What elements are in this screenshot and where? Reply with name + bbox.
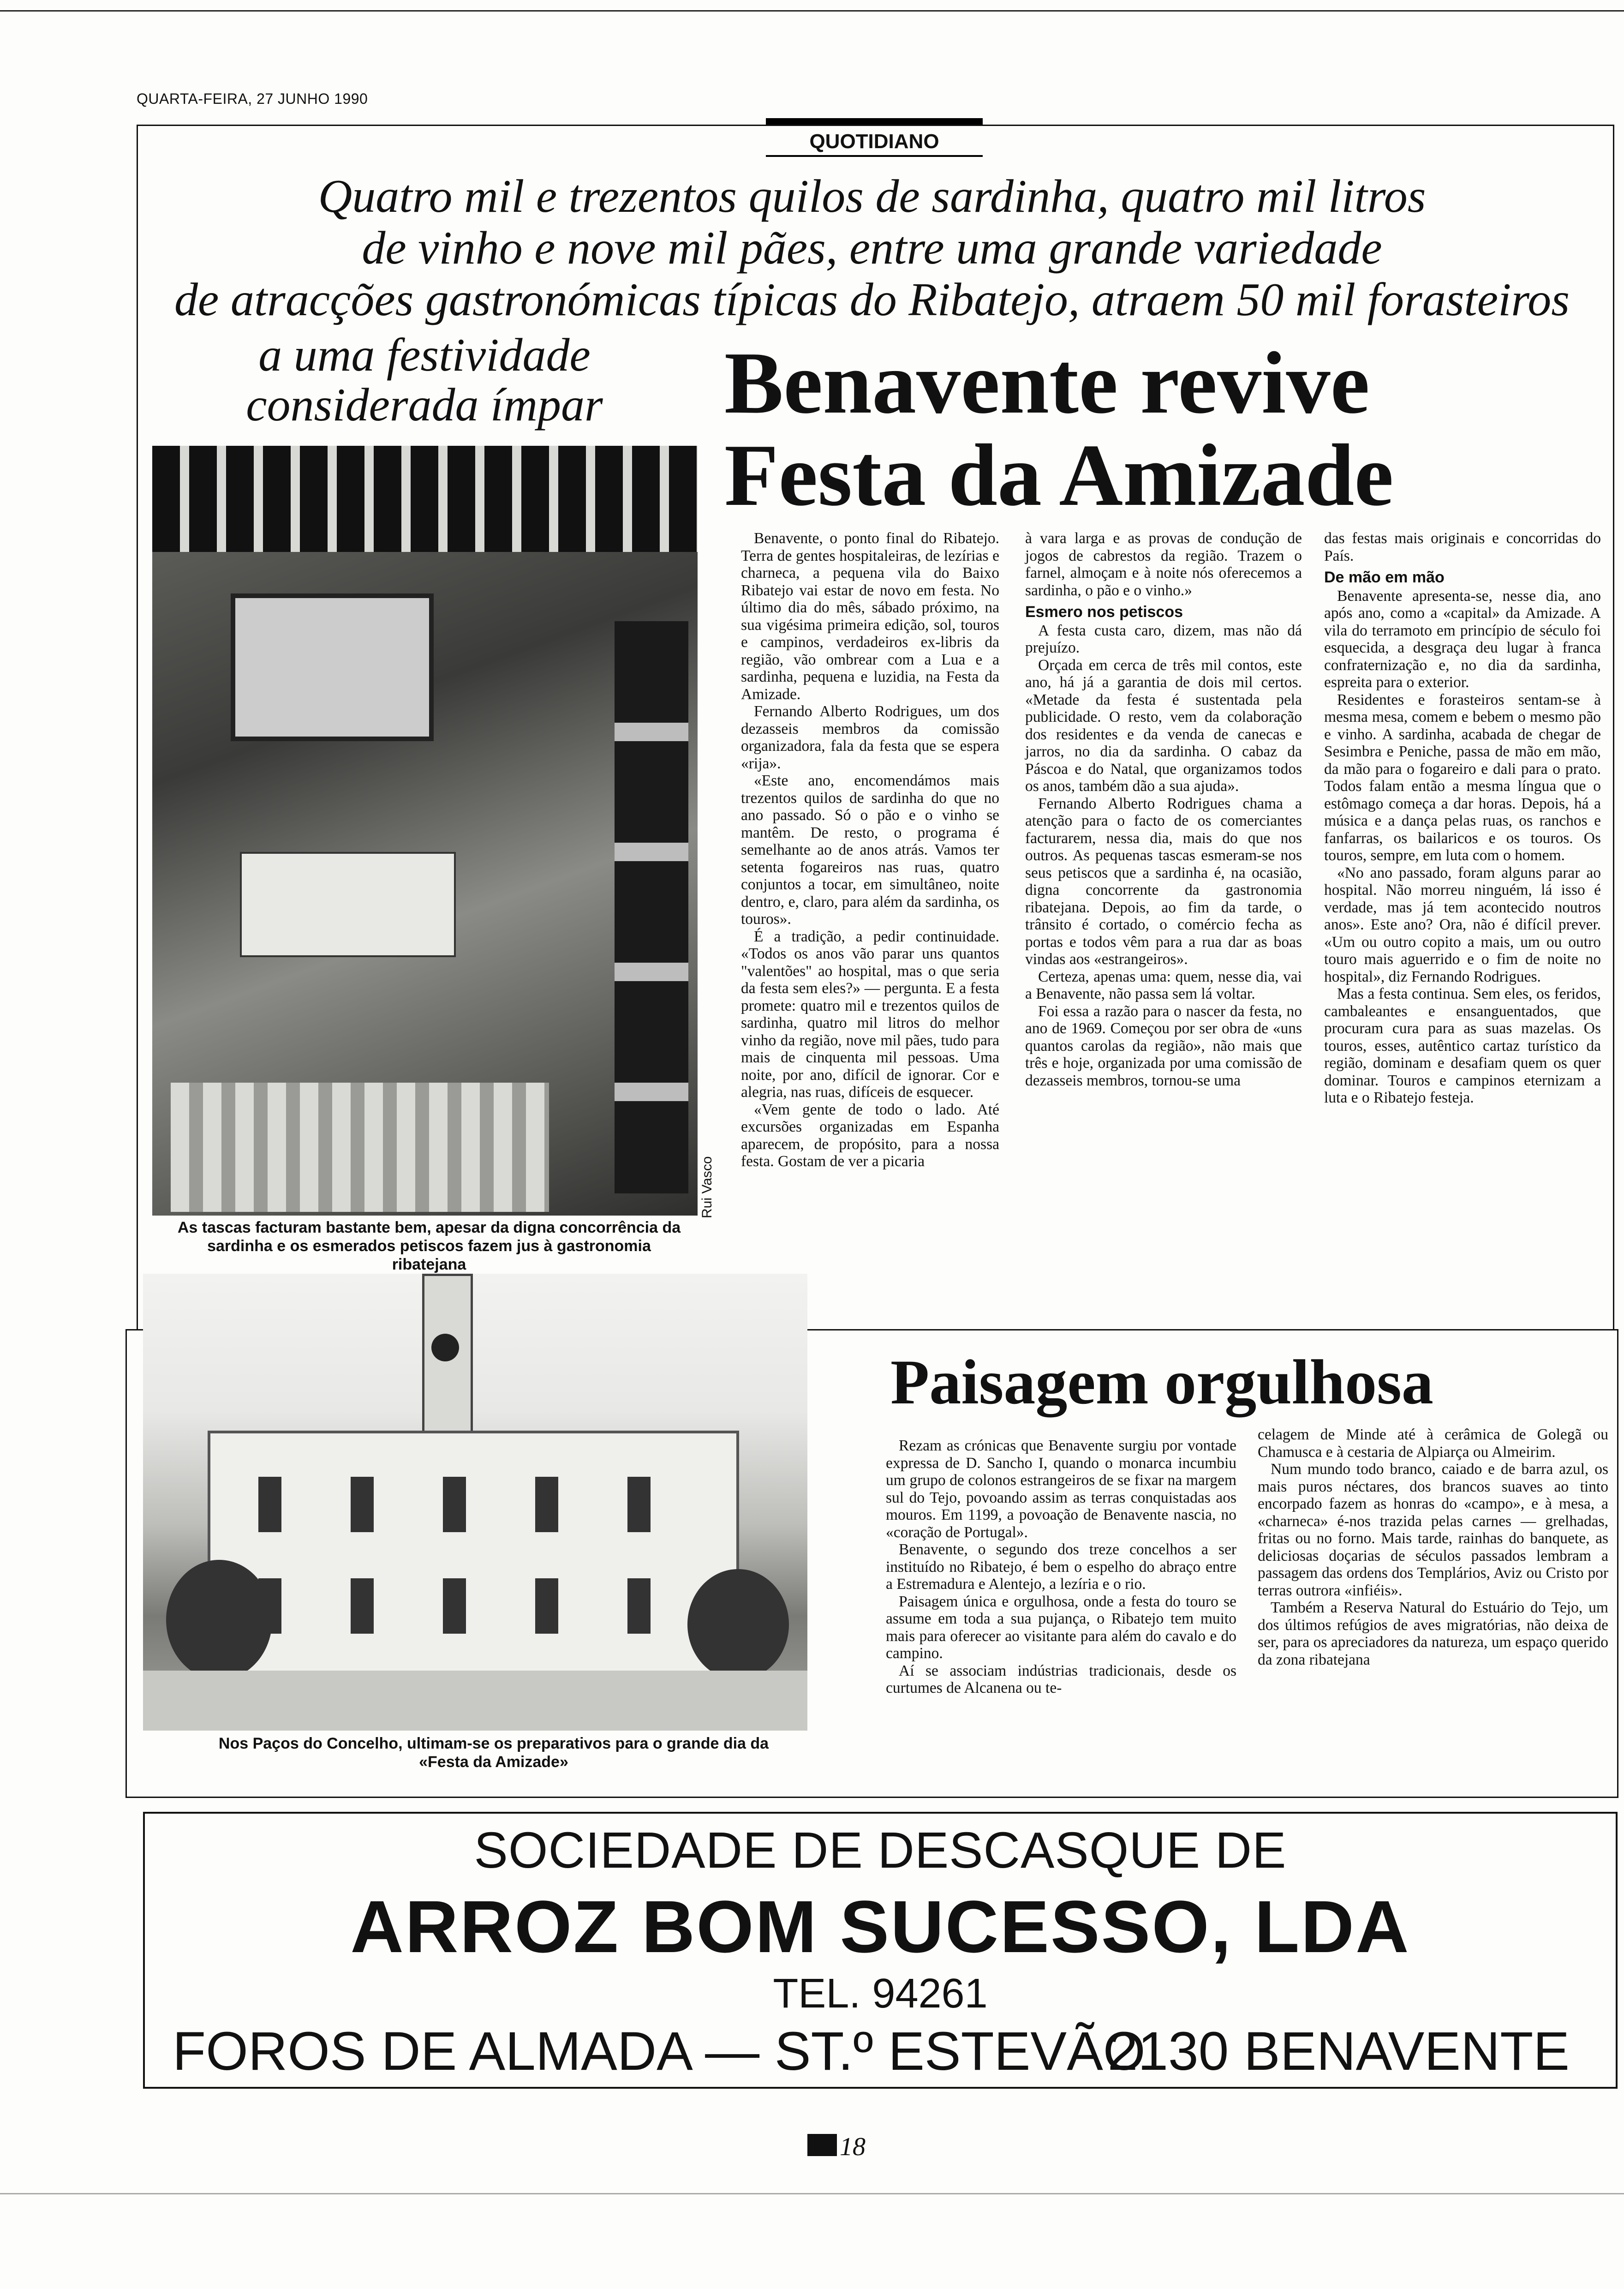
photo-tree — [687, 1569, 789, 1680]
paragraph: Fernando Alberto Rodrigues, um dos dezasseis membros da comissão organizadora, fala da festa que se espera «rija». — [741, 703, 999, 772]
paragraph: celagem de Minde até à cerâmica de Golegã ou Chamusca e à cestaria de Alpiarça ou Almeirim. — [1258, 1426, 1608, 1461]
advertisement — [143, 1812, 1618, 2089]
photo-window-row — [221, 1578, 720, 1634]
deck-line: a uma festividade — [258, 329, 591, 381]
paragraph: Orçada em cerca de três mil contos, este ano, há já a garantia de dois mil certos. «Metade da festa é sustentada pela publicidade. O resto, vem da colaboração dos residentes e da venda de canecas e jarros, no dia da sardinha. O cabaz da Páscoa e do Natal, que organizamos todos os anos, também dão a sua ajuda». — [1025, 656, 1302, 795]
headline — [724, 334, 1601, 524]
headline-line: Benavente revive — [724, 334, 1370, 432]
paragraph: Aí se associam indústrias tradicionais, desde os curtumes de Alcanena ou te- — [886, 1662, 1236, 1696]
photo-clock — [431, 1334, 459, 1361]
paragraph: Paisagem única e orgulhosa, onde a festa do touro se assume em toda a sua pujança, o Ribatejo tem muito mais para oferecer ao visitante para além do cavalo e do campino. — [886, 1593, 1236, 1662]
subheading: De mão em mão — [1324, 569, 1445, 586]
headline-line: Festa da Amizade — [724, 426, 1394, 524]
paragraph: Foi essa a razão para o nascer da festa, no ano de 1969. Começou por ser obra de «uns quantos carolas da região», não mais que três e hoje, organizada por uma comissão de dezasseis membros, tornou-se uma — [1025, 1002, 1302, 1089]
paragraph: Benavente, o segundo dos treze concelhos a ser instituído no Ribatejo, é bem o espelho do abraço entre a Estremadura e Alentejo, a lezíria e o rio. — [886, 1541, 1236, 1593]
subheading: Esmero nos petiscos — [1025, 603, 1183, 621]
deck — [138, 171, 1606, 326]
paragraph: Rezam as crónicas que Benavente surgiu por vontade expressa de D. Sancho I, quando o monarca incumbiu um grupo de colonos estrangeiros de se fixar na margem sul do Tejo, povoando assim as terras conquistadas aos mouros. Em 1199, a povoação de Benavente nascia, no «coração de Portugal». — [886, 1437, 1236, 1541]
paragraph: «No ano passado, foram alguns parar ao hospital. Não morreu ninguém, lá isso é verdade, mas já tem acontecido noutros anos». Este ano? Ora, não é difícil prever. «Um ou outro copito a mais, um ou outro touro mais aguerrido e o fim de noite no hospital», diz Fernando Rodrigues. — [1324, 864, 1601, 985]
paragraph: à vara larga e as provas de condução de jogos de cabrestos da região. Trazem o farnel, almoçam e à noite nós oferecemos a sardinha, o pão e o vinho.» — [1025, 530, 1302, 599]
paragraph: Benavente apresenta-se, nesse dia, ano após ano, como a «capital» da Amizade. A vila do terramoto em princípio de século foi esquecida, a desgraça deu lugar à franca confraternização e, no dia da sardinha, espreita para o exterior. — [1324, 587, 1601, 691]
ad-address: FOROS DE ALMADA — ST.º ESTEVÃO — [173, 2021, 1146, 2082]
article-column-2 — [1025, 530, 1302, 1089]
deck-tail — [194, 330, 655, 430]
paragraph: É a tradição, a pedir continuidade. «Todos os anos vão parar uns quantos "valentões" ao hospital, mas o que seria da festa sem eles?» — pergunta. E a festa promete: quatro mil e trezentos quilos de sardinha, quatro mil litros do melhor vinho da região, nove mil pães, tudo para mais de cinquenta mil pessoas. Uma noite, por ano, difícil de ignorar. Cor e alegria, nas ruas, difíceis de esquecer. — [741, 928, 999, 1101]
photo-tree — [166, 1560, 272, 1680]
ad-company-name: ARROZ BOM SUCESSO, LDA — [350, 1885, 1410, 1968]
paragraph: das festas mais originais e concorridas do País. — [1324, 530, 1601, 564]
paragraph: Residentes e forasteiros sentam-se à mesma mesa, comem e bebem o mesmo pão e vinho. A sardinha, acabada de chegar de Sesimbra e Peniche, passa de mão em mão, da mão para o fogareiro e dali para o prato. Todos falam então a mesma língua que o estômago começa a dar horas. Depois, há a música e a dança pelas ruas, os ranchos e fanfarras, os bailaricos e os touros. Os touros, sempre, em luta com o homem. — [1324, 691, 1601, 864]
publication-logo-icon — [807, 2134, 837, 2156]
article2-column-2 — [1258, 1426, 1608, 1668]
article2-column-1 — [886, 1437, 1236, 1697]
top-rule — [0, 10, 1624, 12]
deck-line: Quatro mil e trezentos quilos de sardinha, quatro mil litros — [318, 170, 1426, 222]
section-label: QUOTIDIANO — [766, 130, 983, 157]
headline: Paisagem orgulhosa — [890, 1347, 1433, 1417]
paragraph: Benavente, o ponto final do Ribatejo. Terra de gentes hospitaleiras, de lezírias e charneca, a pequena vila do Baixo Ribatejo vai estar de novo em festa. No último dia do mês, sábado próximo, na sua vigésima primeira edição, sol, touros e campinos, verdadeiros ex-libris da região, vão ombrear com a Lua e a sardinha, pequena e luzidia, na Festa da Amizade. — [741, 530, 999, 703]
paragraph: Também a Reserva Natural do Estuário do Tejo, um dos últimos refúgios de aves migratórias, não deixa de ser, para os apreciadores da natureza, um espaço querido da zona ribatejana — [1258, 1599, 1608, 1668]
ad-line: SOCIEDADE DE DESCASQUE DE — [474, 1822, 1287, 1879]
photo-portrait-frame — [231, 593, 434, 741]
photo-caption: Nos Paços do Concelho, ultimam-se os preparativos para o grande dia da «Festa da Amizade» — [218, 1735, 769, 1771]
footer-rule — [0, 2193, 1624, 2194]
photo-bottles — [615, 621, 688, 1193]
frame-right-rule — [1613, 125, 1614, 1329]
paragraph: «Vem gente de todo o lado. Até excursões organizadas em Espanha aparecem, de propósito, para a nossa festa. Gostam de ver a picaria — [741, 1101, 999, 1170]
deck-line: de atracções gastronómicas típicas do Ribatejo, atraem 50 mil forasteiros — [174, 274, 1570, 326]
photo-caption: As tascas facturam bastante bem, apesar da digna concorrência da sardinha e os esmerados petiscos fazem jus à gastronomia ribatejana — [177, 1219, 681, 1273]
town-hall-photo — [143, 1274, 807, 1731]
article-column-3 — [1324, 530, 1601, 1107]
photo-sign — [240, 852, 456, 957]
section-bar — [766, 118, 983, 125]
frame-top-rule — [137, 125, 1613, 126]
paragraph: Mas a festa continua. Sem eles, os feridos, cambaleantes e ensanguentados, que procuram cura para as suas mazelas. Os touros, esses, autêntico cartaz turístico da região, dominam e desafiam quem os quer dominar. Touros e campinos eternizam a luta e o Ribatejo festeja. — [1324, 985, 1601, 1106]
photo-glasses — [171, 1083, 549, 1212]
paragraph: Fernando Alberto Rodrigues chama a atenção para o facto de os comerciantes facturarem, nessa dia, mais do que nos outros. As pequenas tascas esmeram-se nos seus petiscos que a sardinha é, na ocasião, digna concorrente da gastronomia ribatejana. Depois, ao fim da tarde, o trânsito é cortado, o comércio fecha as portas e todos vêm para a rua dar as boas vindas aos «estrangeiros». — [1025, 795, 1302, 968]
ad-postcode: 2130 BENAVENTE — [1107, 2021, 1570, 2082]
deck-line: considerada ímpar — [246, 379, 603, 431]
photo-shelf — [152, 446, 698, 552]
deck-line: de vinho e nove mil pães, entre uma grande variedade — [362, 222, 1382, 274]
paragraph: Certeza, apenas uma: quem, nesse dia, vai a Benavente, não passa sem lá voltar. — [1025, 968, 1302, 1002]
paragraph: A festa custa caro, dizem, mas não dá prejuízo. — [1025, 622, 1302, 656]
ad-phone: TEL. 94261 — [773, 1971, 988, 2017]
photo-building — [208, 1431, 739, 1676]
frame-left-rule — [137, 125, 138, 1329]
photo-credit: Rui Vasco — [699, 1156, 715, 1218]
dateline: QUARTA-FEIRA, 27 JUNHO 1990 — [137, 90, 368, 107]
tavern-photo — [152, 446, 698, 1216]
photo-ground — [143, 1671, 807, 1731]
page-number: 18 — [840, 2133, 866, 2161]
paragraph: Num mundo todo branco, caiado e de barra azul, os mais puros néctares, dos brancos suaves ao tinto encorpado fazem as honras do «campo», e à mesa, a «charneca» é-nos trazida pelas carnes — grelhadas, fritas ou no forno. Mais tarde, rainhas do banquete, as deliciosas doçarias de séculos passados lembram a passagem das ordens dos Templários, Aviz ou Cristo por terras outrora «infiéis». — [1258, 1461, 1608, 1599]
article-column-1 — [741, 530, 999, 1170]
photo-window-row — [221, 1477, 720, 1532]
paragraph: «Este ano, encomendámos mais trezentos quilos de sardinha do que no ano passado. Só o pão e o vinho se mantêm. De resto, o programa é semelhante ao de anos atrás. Vamos ter setenta fogareiros nas ruas, quatro conjuntos a tocar, em simultâneo, noite dentro, e, claro, para além da sardinha, os touros». — [741, 772, 999, 928]
